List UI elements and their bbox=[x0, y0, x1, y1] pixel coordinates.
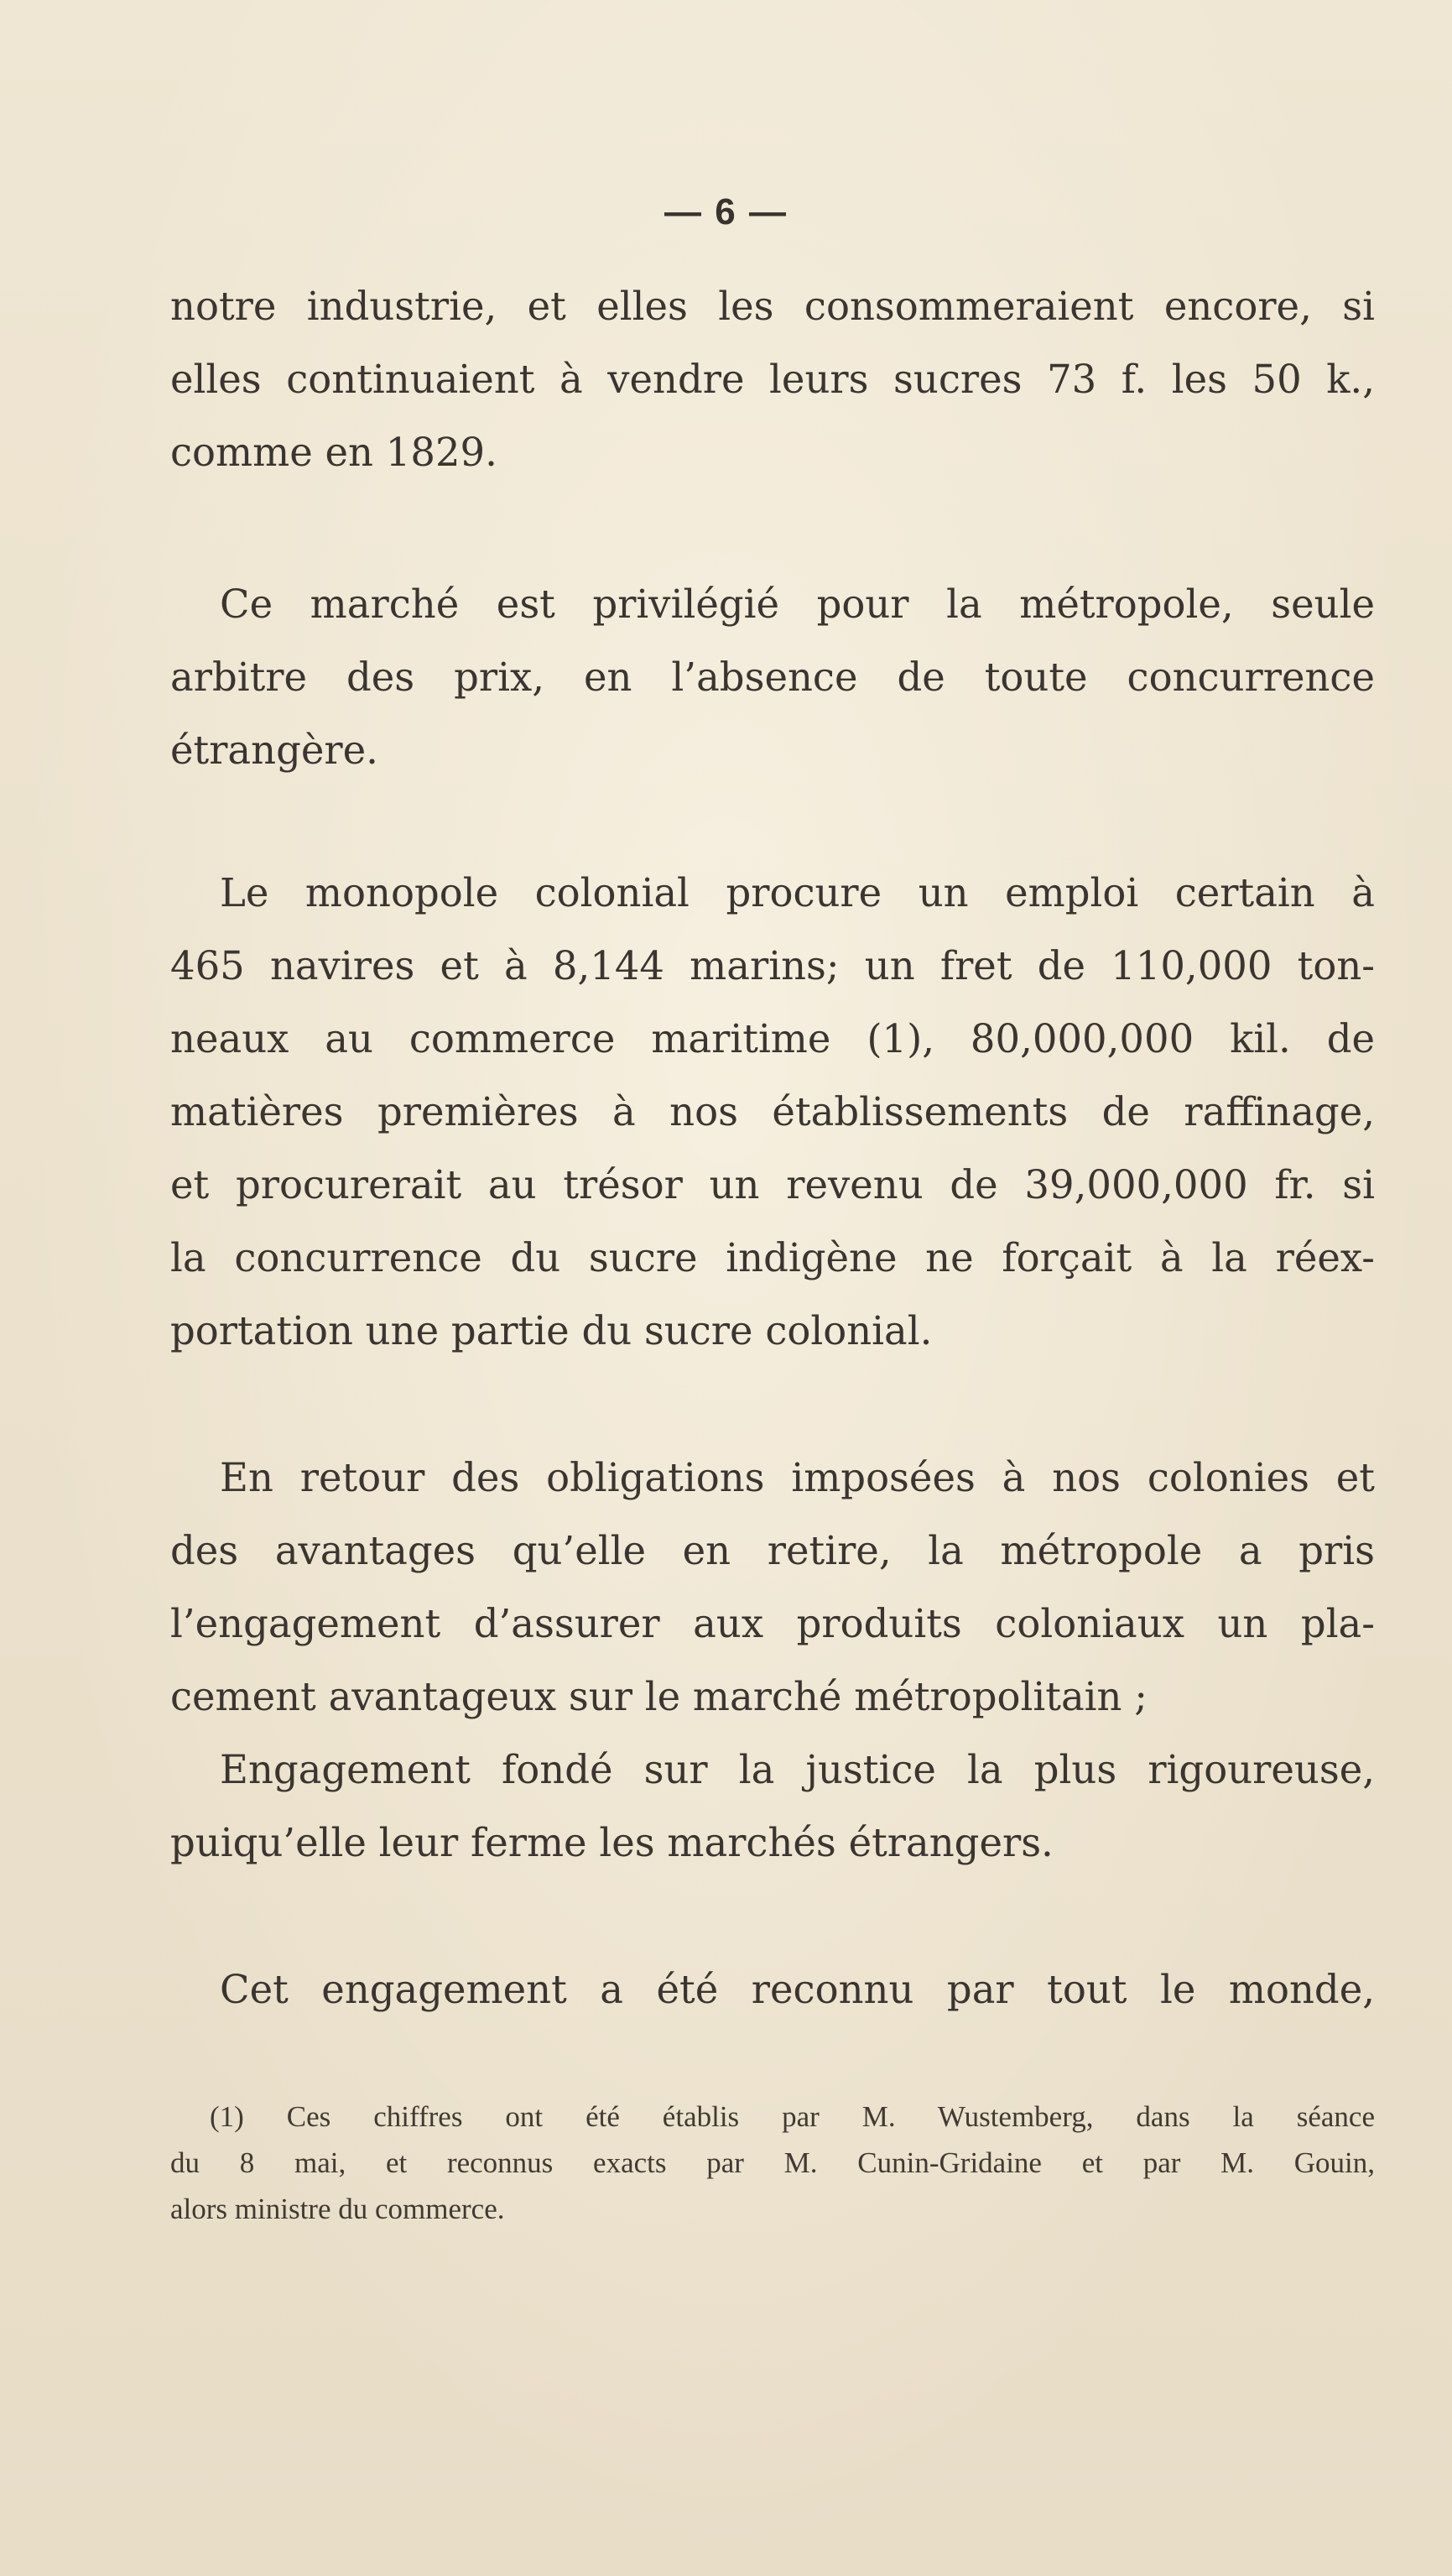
text-line: Cet engagement a été reconnu par tout le monde, bbox=[220, 1967, 1375, 2012]
text-line: et procurerait au trésor un revenu de 39,000,000 fr. si bbox=[170, 1162, 1375, 1207]
page-number: — 6 — bbox=[664, 191, 788, 232]
footnote-line: du 8 mai, et reconnus exacts par M. Cunin-Gridaine et par M. Gouin, bbox=[170, 2146, 1375, 2179]
text-line: comme en 1829. bbox=[170, 430, 497, 475]
text-line: arbitre des prix, en l’absence de toute concurrence bbox=[170, 654, 1375, 700]
text-line: portation une partie du sucre colonial. bbox=[170, 1308, 933, 1353]
text-line: matières premières à nos établissements de raffinage, bbox=[170, 1089, 1375, 1134]
text-line: neaux au commerce maritime (1), 80,000,000 kil. de bbox=[170, 1016, 1375, 1061]
text-line: la concurrence du sucre indigène ne forçait à la réex- bbox=[170, 1235, 1375, 1280]
text-line: En retour des obligations imposées à nos colonies et bbox=[220, 1455, 1375, 1500]
text-line: l’engagement d’assurer aux produits coloniaux un pla- bbox=[170, 1601, 1375, 1646]
text-line: Ce marché est privilégié pour la métropole, seule bbox=[220, 581, 1375, 627]
text-line: cement avantageux sur le marché métropolitain ; bbox=[170, 1674, 1148, 1719]
text-line: Engagement fondé sur la justice la plus rigoureuse, bbox=[220, 1747, 1375, 1792]
text-line: puiqu’elle leur ferme les marchés étrangers. bbox=[170, 1820, 1054, 1865]
footnote-line: (1) Ces chiffres ont été établis par M. Wustemberg, dans la séance bbox=[210, 2100, 1375, 2133]
text-line: notre industrie, et elles les consommeraient encore, si bbox=[170, 284, 1375, 329]
text-line: étrangère. bbox=[170, 727, 378, 773]
text-line: Le monopole colonial procure un emploi certain à bbox=[220, 870, 1375, 915]
text-line: 465 navires et à 8,144 marins; un fret de 110,000 ton- bbox=[170, 943, 1375, 988]
footnote-line: alors ministre du commerce. bbox=[170, 2193, 505, 2225]
text-line: des avantages qu’elle en retire, la métropole a pris bbox=[170, 1528, 1375, 1573]
text-line: elles continuaient à vendre leurs sucres 73 f. les 50 k., bbox=[170, 357, 1375, 402]
